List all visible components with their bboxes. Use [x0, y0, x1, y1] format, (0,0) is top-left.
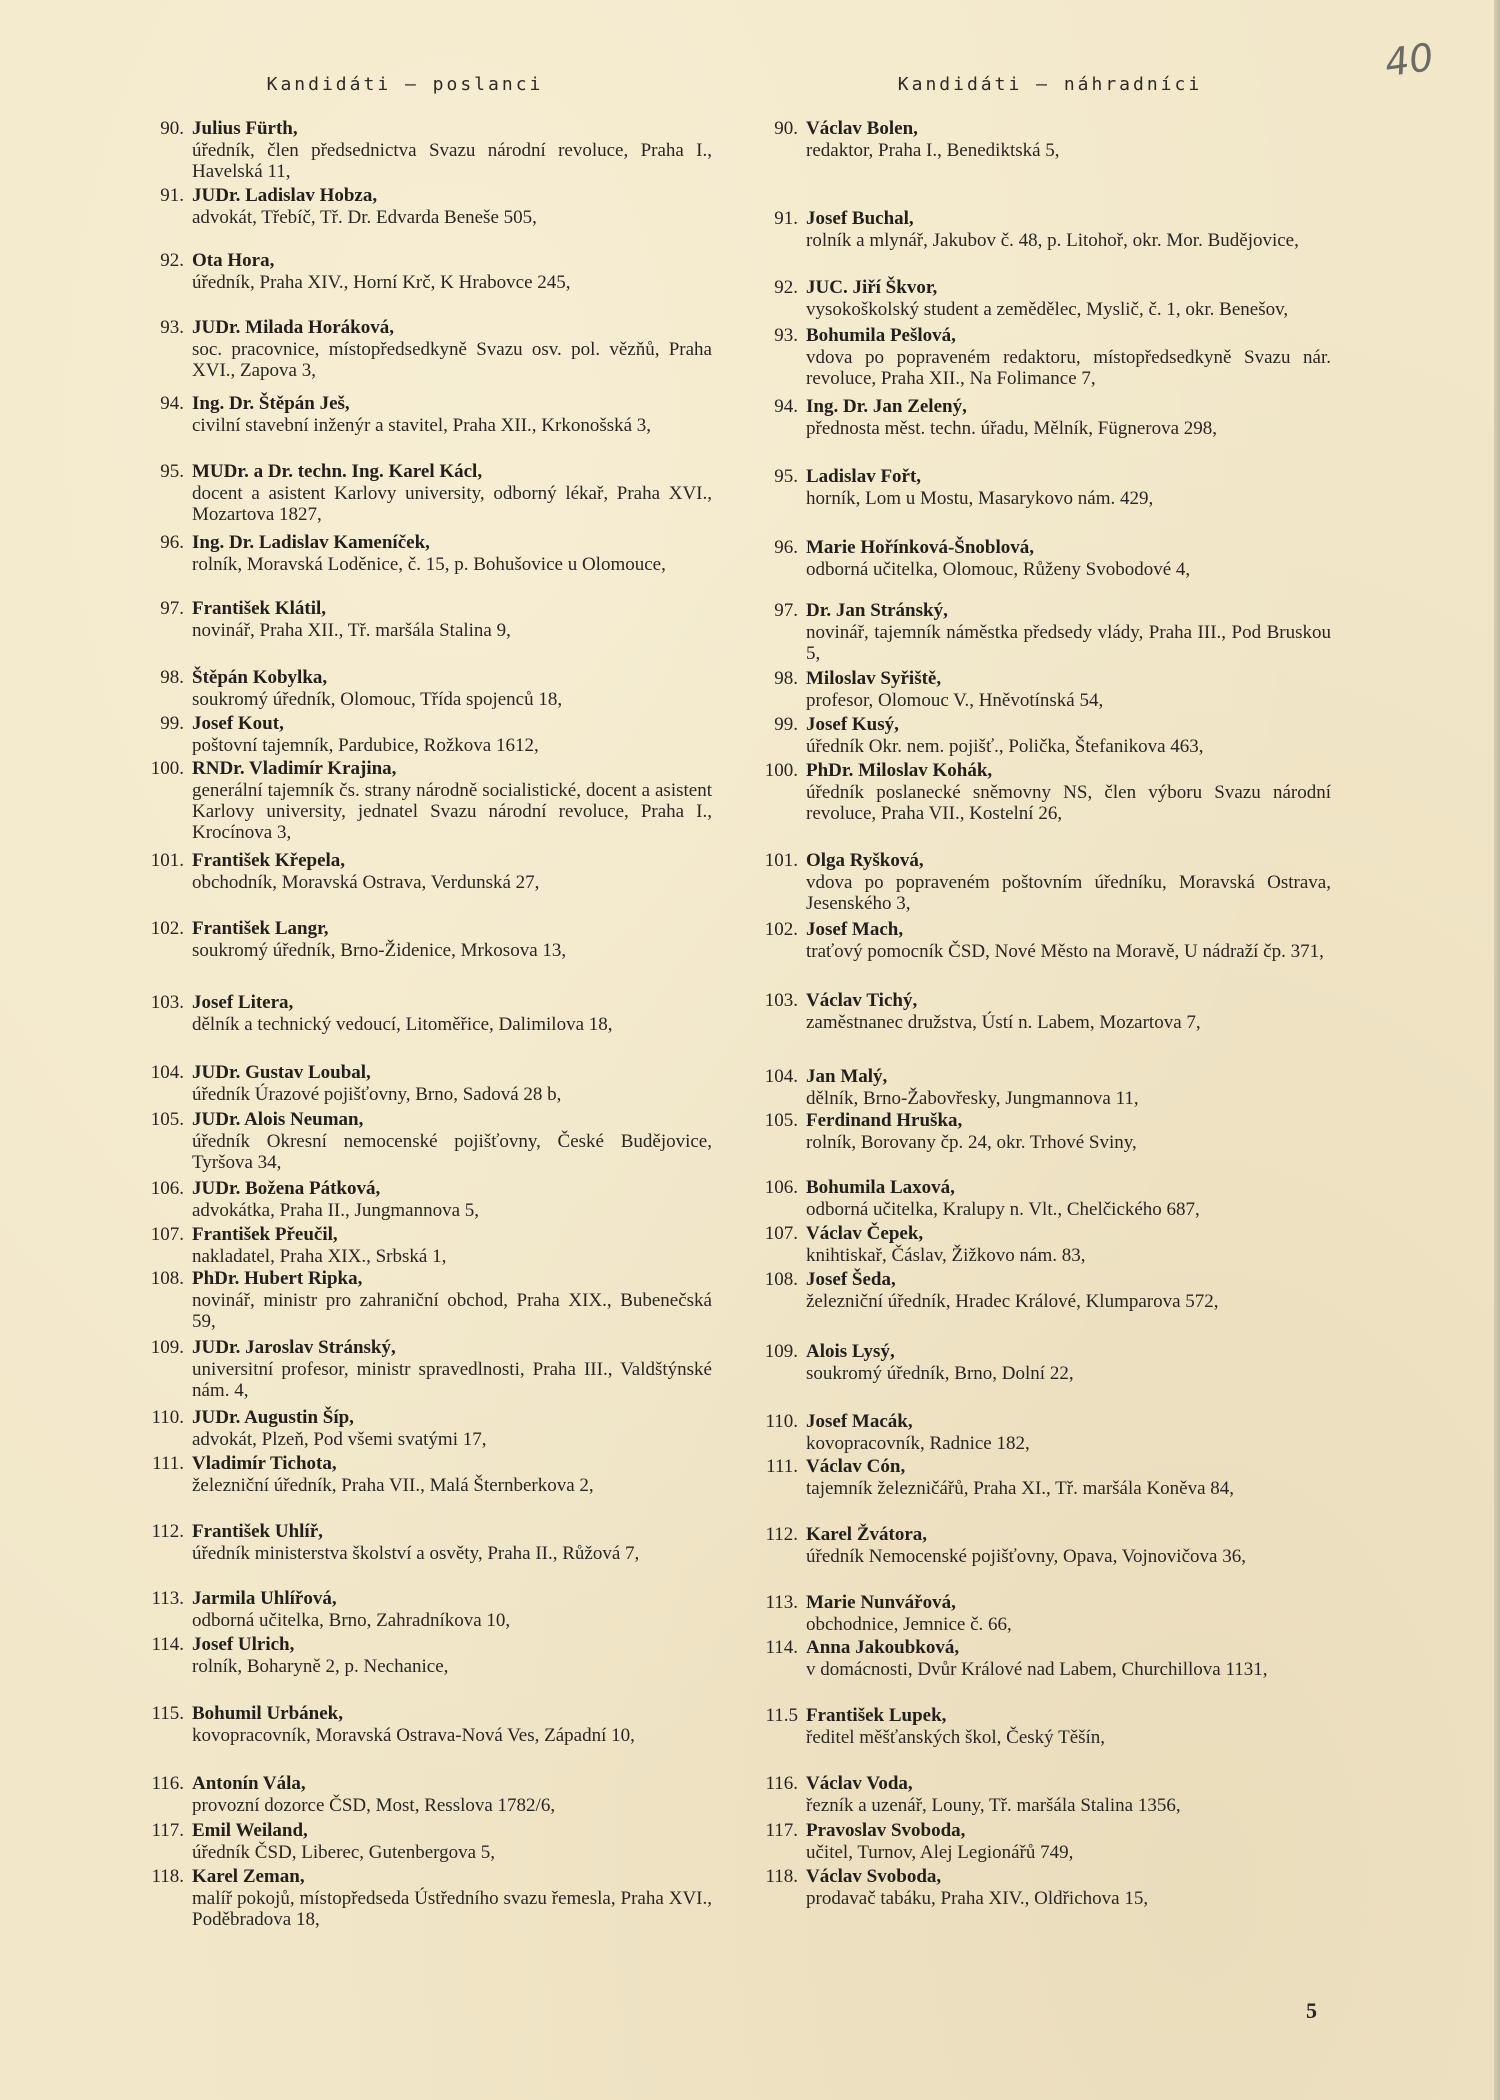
candidate-entry — [764, 1177, 1331, 1220]
candidate-entry — [764, 760, 1331, 824]
candidate-entry — [151, 1866, 712, 1930]
candidate-description: universitní profesor, ministr spravedlnosti, Praha III., Valdštýnské nám. 4, — [192, 1359, 712, 1401]
candidate-name: Václav Bolen, — [806, 118, 918, 139]
candidate-name: Josef Litera, — [192, 992, 294, 1013]
candidate-description: rolník, Moravská Loděnice, č. 15, p. Bohušovice u Olomouce, — [192, 554, 666, 575]
candidate-number: 117. — [151, 1820, 184, 1841]
candidate-description: traťový pomocník ČSD, Nové Město na Moravě, U nádraží čp. 371, — [806, 941, 1324, 962]
candidate-number: 113. — [765, 1592, 798, 1613]
candidate-name: Štěpán Kobylka, — [192, 667, 328, 688]
candidate-description: poštovní tajemník, Pardubice, Rožkova 1612, — [192, 735, 539, 756]
candidate-entry — [152, 1453, 712, 1496]
candidate-number: 95. — [160, 461, 184, 482]
candidate-number: 93. — [160, 317, 184, 338]
candidate-entry — [774, 118, 1331, 161]
candidate-name: Ing. Dr. Jan Zelený, — [806, 396, 967, 417]
candidate-number: 108. — [764, 1269, 798, 1290]
candidate-entry — [765, 1773, 1331, 1816]
candidate-description: vdova po popraveném poštovním úředníku, Moravská Ostrava, Jesenského 3, — [806, 872, 1331, 914]
candidate-number: 90. — [160, 118, 184, 139]
candidate-name: František Křepela, — [192, 850, 346, 871]
candidate-number: 106. — [150, 1178, 184, 1199]
candidate-description: generální tajemník čs. strany národně socialistické, docent a asistent Karlovy university, jednatel Svazu národní revoluce, Praha I., Krocínova 3, — [192, 780, 712, 843]
candidate-entry — [160, 118, 712, 182]
candidate-entry — [151, 1407, 712, 1450]
candidate-number: 95. — [774, 466, 798, 487]
candidate-description: novinář, ministr pro zahraniční obchod, Praha XIX., Bubenečská 59, — [192, 1290, 712, 1332]
candidate-name: JUDr. Augustin Šíp, — [192, 1407, 354, 1428]
candidate-entry — [774, 600, 1331, 664]
candidate-number: 104. — [764, 1066, 798, 1087]
candidate-entry — [764, 990, 1331, 1033]
candidate-description: úředník Úrazové pojišťovny, Brno, Sadová 28 b, — [192, 1084, 562, 1105]
candidate-entry — [150, 1109, 712, 1173]
candidate-number: 101. — [764, 850, 798, 871]
candidate-name: JUDr. Jaroslav Stránský, — [192, 1337, 396, 1358]
candidate-name: JUDr. Alois Neuman, — [192, 1109, 364, 1130]
candidate-name: Karel Zeman, — [192, 1866, 305, 1887]
candidate-number: 105. — [150, 1109, 184, 1130]
candidate-entry — [774, 714, 1331, 757]
candidate-number: 109. — [150, 1337, 184, 1358]
candidate-description: soc. pracovnice, místopředsedkyně Svazu osv. pol. vězňů, Praha XVI., Zapova 3, — [192, 339, 712, 381]
candidate-name: František Langr, — [192, 918, 329, 939]
candidate-description: kovopracovník, Radnice 182, — [806, 1433, 1030, 1454]
candidate-entry — [150, 1337, 712, 1401]
candidate-number: 111. — [152, 1453, 184, 1474]
candidate-name: František Klátil, — [192, 598, 327, 619]
candidate-description: rolník a mlynář, Jakubov č. 48, p. Litohoř, okr. Mor. Budějovice, — [806, 230, 1299, 251]
candidate-number: 116. — [765, 1773, 798, 1794]
candidate-number: 109. — [764, 1341, 798, 1362]
candidate-description: rolník, Boharyně 2, p. Nechanice, — [192, 1656, 449, 1677]
candidate-number: 116. — [151, 1773, 184, 1794]
candidate-entry — [150, 1178, 712, 1221]
candidate-number: 91. — [774, 208, 798, 229]
candidate-name: Bohumil Urbánek, — [192, 1703, 343, 1724]
candidate-entry — [765, 1705, 1331, 1748]
candidate-entry — [160, 713, 712, 756]
page-edge — [1494, 0, 1500, 2100]
candidate-number: 96. — [774, 537, 798, 558]
candidate-number: 118. — [151, 1866, 184, 1887]
candidate-number: 105. — [764, 1110, 798, 1131]
candidate-description: soukromý úředník, Brno, Dolní 22, — [806, 1363, 1074, 1384]
candidate-name: JUDr. Gustav Loubal, — [192, 1062, 371, 1083]
candidate-entry — [764, 850, 1331, 914]
candidate-number: 114. — [151, 1634, 184, 1655]
candidate-name: Marie Hořínková-Šnoblová, — [806, 537, 1035, 558]
candidate-name: JUDr. Božena Pátková, — [192, 1178, 381, 1199]
candidate-description: železniční úředník, Praha VII., Malá Šternberkova 2, — [192, 1475, 594, 1496]
candidate-entry — [160, 317, 712, 381]
candidate-number: 107. — [764, 1223, 798, 1244]
candidate-entry — [774, 668, 1331, 711]
candidate-entry — [150, 1224, 712, 1267]
candidate-entry — [151, 1820, 712, 1863]
candidate-description: úředník ministerstva školství a osvěty, Praha II., Růžová 7, — [192, 1543, 640, 1564]
candidate-entry — [160, 393, 712, 436]
candidate-entry — [160, 598, 712, 641]
candidate-number: 102. — [150, 918, 184, 939]
candidate-number: 115. — [151, 1703, 184, 1724]
candidate-entry — [160, 185, 712, 228]
candidate-description: profesor, Olomouc V., Hněvotínská 54, — [806, 690, 1104, 711]
candidate-description: vysokoškolský student a zemědělec, Myslič, č. 1, okr. Benešov, — [806, 299, 1289, 320]
candidate-description: odborná učitelka, Kralupy n. Vlt., Chelčického 687, — [806, 1199, 1200, 1220]
candidate-entry — [764, 1066, 1331, 1109]
handwritten-page-annotation: 40 — [1382, 34, 1437, 86]
candidate-name: JUDr. Milada Horáková, — [192, 317, 394, 338]
candidate-number: 101. — [150, 850, 184, 871]
candidate-number: 99. — [774, 714, 798, 735]
candidate-name: PhDr. Miloslav Kohák, — [806, 760, 993, 781]
candidate-description: úředník Nemocenské pojišťovny, Opava, Vojnovičova 36, — [806, 1546, 1246, 1567]
candidate-number: 92. — [774, 277, 798, 298]
candidate-description: provozní dozorce ČSD, Most, Resslova 1782/6, — [192, 1795, 556, 1816]
candidate-name: Josef Mach, — [806, 919, 904, 940]
candidate-name: Václav Voda, — [806, 1773, 913, 1794]
candidate-name: Josef Šeda, — [806, 1269, 896, 1290]
candidate-name: Václav Svoboda, — [806, 1866, 942, 1887]
candidate-name: Julius Fürth, — [192, 118, 298, 139]
candidate-description: prodavač tabáku, Praha XIV., Oldřichova 15, — [806, 1888, 1149, 1909]
page-number: 5 — [1306, 1998, 1317, 2023]
candidate-description: úředník poslanecké sněmovny NS, člen výboru Svazu národní revoluce, Praha VII., Kostelní 26, — [806, 782, 1331, 824]
candidate-number: 100. — [764, 760, 798, 781]
candidate-number: 97. — [160, 598, 184, 619]
candidate-name: Josef Kout, — [192, 713, 284, 734]
candidate-name: Ota Hora, — [192, 250, 275, 271]
candidate-entry — [774, 537, 1331, 580]
candidate-number: 102. — [764, 919, 798, 940]
candidate-entry — [160, 461, 712, 525]
candidate-name: Václav Tichý, — [806, 990, 918, 1011]
candidate-entry — [765, 1524, 1331, 1567]
candidate-description: úředník Okr. nem. pojišť., Polička, Štefanikova 463, — [806, 736, 1204, 757]
candidate-number: 92. — [160, 250, 184, 271]
candidate-number: 103. — [150, 992, 184, 1013]
candidate-name: Vladimír Tichota, — [192, 1453, 337, 1474]
candidate-entry — [774, 325, 1331, 389]
candidate-number: 118. — [765, 1866, 798, 1887]
candidate-entry — [764, 919, 1331, 962]
candidate-description: docent a asistent Karlovy university, odborný lékař, Praha XVI., Mozartova 1827, — [192, 483, 712, 525]
candidate-description: úředník ČSD, Liberec, Gutenbergova 5, — [192, 1842, 496, 1863]
candidate-description: úředník, Praha XIV., Horní Krč, K Hrabovce 245, — [192, 272, 571, 293]
candidate-entry — [151, 1634, 712, 1677]
candidate-number: 99. — [160, 713, 184, 734]
candidate-description: řezník a uzenář, Louny, Tř. maršála Stalina 1356, — [806, 1795, 1181, 1816]
candidate-description: knihtiskař, Čáslav, Žižkovo nám. 83, — [806, 1245, 1086, 1266]
candidate-entry — [151, 1588, 712, 1631]
candidate-description: úředník Okresní nemocenské pojišťovny, České Budějovice, Tyršova 34, — [192, 1131, 712, 1173]
candidate-description: nakladatel, Praha XIX., Srbská 1, — [192, 1246, 447, 1267]
candidate-entry — [150, 758, 712, 843]
candidate-number: 97. — [774, 600, 798, 621]
candidate-number: 104. — [150, 1062, 184, 1083]
candidate-entry — [764, 1223, 1331, 1266]
candidate-entry — [151, 1521, 712, 1564]
candidate-entry — [160, 532, 712, 575]
candidate-name: Ing. Dr. Štěpán Ješ, — [192, 393, 350, 414]
candidate-description: dělník, Brno-Žabovřesky, Jungmannova 11, — [806, 1088, 1139, 1109]
candidate-number: 93. — [774, 325, 798, 346]
candidate-name: Bohumila Laxová, — [806, 1177, 955, 1198]
candidate-entry — [774, 466, 1331, 509]
candidate-description: ředitel měšťanských škol, Český Těšín, — [806, 1727, 1106, 1748]
candidate-entry — [774, 277, 1331, 320]
candidate-entry — [160, 667, 712, 710]
candidate-entry — [764, 1269, 1331, 1312]
candidate-name: Antonín Vála, — [192, 1773, 306, 1794]
candidate-entry — [774, 208, 1331, 251]
candidate-entry — [150, 1062, 712, 1105]
candidate-description: učitel, Turnov, Alej Legionářů 749, — [806, 1842, 1074, 1863]
candidate-entry — [774, 396, 1331, 439]
candidate-entry — [765, 1820, 1331, 1863]
candidate-description: vdova po popraveném redaktoru, místopředsedkyně Svazu nár. revoluce, Praha XII., Na Folimance 7, — [806, 347, 1331, 389]
candidate-number: 114. — [765, 1637, 798, 1658]
candidate-description: advokátka, Praha II., Jungmannova 5, — [192, 1200, 480, 1221]
candidate-description: rolník, Borovany čp. 24, okr. Trhové Sviny, — [806, 1132, 1137, 1153]
candidate-number: 94. — [774, 396, 798, 417]
candidate-entry — [765, 1866, 1331, 1909]
candidate-entry — [150, 1268, 712, 1332]
candidate-entry — [764, 1110, 1331, 1153]
column-heading-substitutes: Kandidáti — náhradníci — [897, 74, 1203, 95]
column-heading-deputies: Kandidáti — poslanci — [266, 74, 544, 95]
candidate-name: Dr. Jan Stránský, — [806, 600, 948, 621]
candidate-name: Bohumila Pešlová, — [806, 325, 956, 346]
candidate-description: železniční úředník, Hradec Králové, Klumparova 572, — [806, 1291, 1219, 1312]
candidate-number: 11.5 — [765, 1705, 798, 1726]
candidate-number: 103. — [764, 990, 798, 1011]
candidate-name: Emil Weiland, — [192, 1820, 308, 1841]
candidate-description: odborná učitelka, Brno, Zahradníkova 10, — [192, 1610, 511, 1631]
candidate-name: Josef Macák, — [806, 1411, 913, 1432]
candidate-description: novinář, tajemník náměstka předsedy vlády, Praha III., Pod Bruskou 5, — [806, 622, 1331, 664]
candidate-description: v domácnosti, Dvůr Králové nad Labem, Churchillova 1131, — [806, 1659, 1268, 1680]
candidate-number: 112. — [765, 1524, 798, 1545]
candidate-name: JUDr. Ladislav Hobza, — [192, 185, 378, 206]
candidate-number: 91. — [160, 185, 184, 206]
candidate-number: 111. — [766, 1456, 798, 1477]
candidate-entry — [151, 1703, 712, 1746]
candidate-number: 100. — [150, 758, 184, 779]
candidate-name: JUC. Jiří Škvor, — [806, 277, 938, 298]
candidate-name: Karel Žvátora, — [806, 1524, 928, 1545]
candidate-name: Alois Lysý, — [806, 1341, 895, 1362]
candidate-name: Ladislav Fořt, — [806, 466, 922, 487]
candidate-entry — [765, 1637, 1331, 1680]
candidate-description: soukromý úředník, Olomouc, Třída spojenců 18, — [192, 689, 563, 710]
candidate-number: 96. — [160, 532, 184, 553]
candidate-description: advokát, Třebíč, Tř. Dr. Edvarda Beneše 505, — [192, 207, 537, 228]
candidate-description: tajemník železničářů, Praha XI., Tř. maršála Koněva 84, — [806, 1478, 1235, 1499]
candidate-description: dělník a technický vedoucí, Litoměřice, Dalimilova 18, — [192, 1014, 613, 1035]
candidate-name: Josef Kusý, — [806, 714, 899, 735]
candidate-name: Jan Malý, — [806, 1066, 888, 1087]
candidate-description: redaktor, Praha I., Benediktská 5, — [806, 140, 1060, 161]
candidate-number: 108. — [150, 1268, 184, 1289]
candidate-entry — [150, 918, 712, 961]
candidate-number: 113. — [151, 1588, 184, 1609]
candidate-name: Miloslav Syřiště, — [806, 668, 942, 689]
candidate-description: civilní stavební inženýr a stavitel, Praha XII., Krkonošská 3, — [192, 415, 652, 436]
candidate-name: Václav Čepek, — [806, 1223, 924, 1244]
candidate-name: Ferdinand Hruška, — [806, 1110, 963, 1131]
candidate-entry — [160, 250, 712, 293]
candidate-number: 110. — [765, 1411, 798, 1432]
candidate-name: Olga Ryšková, — [806, 850, 924, 871]
candidate-description: zaměstnanec družstva, Ústí n. Labem, Mozartova 7, — [806, 1012, 1201, 1033]
candidate-name: Josef Ulrich, — [192, 1634, 295, 1655]
candidate-description: odborná učitelka, Olomouc, Růženy Svobodové 4, — [806, 559, 1191, 580]
candidate-entry — [764, 1341, 1331, 1384]
candidate-entry — [765, 1411, 1331, 1454]
candidate-description: obchodník, Moravská Ostrava, Verdunská 27, — [192, 872, 540, 893]
candidate-entry — [765, 1592, 1331, 1635]
candidate-description: kovopracovník, Moravská Ostrava-Nová Ves, Západní 10, — [192, 1725, 635, 1746]
candidate-name: Jarmila Uhlířová, — [192, 1588, 337, 1609]
candidate-number: 110. — [151, 1407, 184, 1428]
candidate-number: 98. — [160, 667, 184, 688]
candidate-entry — [150, 992, 712, 1035]
candidate-description: horník, Lom u Mostu, Masarykovo nám. 429, — [806, 488, 1154, 509]
candidate-number: 117. — [765, 1820, 798, 1841]
candidate-name: RNDr. Vladimír Krajina, — [192, 758, 397, 779]
candidate-description: novinář, Praha XII., Tř. maršála Stalina 9, — [192, 620, 511, 641]
candidate-description: obchodnice, Jemnice č. 66, — [806, 1614, 1012, 1635]
candidate-description: advokát, Plzeň, Pod všemi svatými 17, — [192, 1429, 487, 1450]
candidate-description: soukromý úředník, Brno-Židenice, Mrkosova 13, — [192, 940, 567, 961]
candidate-name: MUDr. a Dr. techn. Ing. Karel Kácl, — [192, 461, 483, 482]
candidate-name: Anna Jakoubková, — [806, 1637, 960, 1658]
candidate-entry — [150, 850, 712, 893]
candidate-number: 112. — [151, 1521, 184, 1542]
candidate-name: František Uhlíř, — [192, 1521, 323, 1542]
candidate-name: František Přeučil, — [192, 1224, 338, 1245]
candidate-name: František Lupek, — [806, 1705, 947, 1726]
candidate-name: Václav Cón, — [806, 1456, 906, 1477]
candidate-number: 98. — [774, 668, 798, 689]
candidate-description: malíř pokojů, místopředseda Ústředního svazu řemesla, Praha XVI., Poděbradova 18, — [192, 1888, 712, 1930]
candidate-name: Marie Nunvářová, — [806, 1592, 956, 1613]
candidate-description: úředník, člen předsednictva Svazu národní revoluce, Praha I., Havelská 11, — [192, 140, 712, 182]
candidate-name: Josef Buchal, — [806, 208, 914, 229]
candidate-number: 107. — [150, 1224, 184, 1245]
candidate-entry — [766, 1456, 1331, 1499]
candidate-entry — [151, 1773, 712, 1816]
candidate-description: přednosta měst. techn. úřadu, Mělník, Fügnerova 298, — [806, 418, 1218, 439]
candidate-number: 106. — [764, 1177, 798, 1198]
candidate-number: 94. — [160, 393, 184, 414]
candidate-name: Pravoslav Svoboda, — [806, 1820, 966, 1841]
candidate-number: 90. — [774, 118, 798, 139]
candidate-name: Ing. Dr. Ladislav Kameníček, — [192, 532, 430, 553]
candidate-name: PhDr. Hubert Ripka, — [192, 1268, 363, 1289]
